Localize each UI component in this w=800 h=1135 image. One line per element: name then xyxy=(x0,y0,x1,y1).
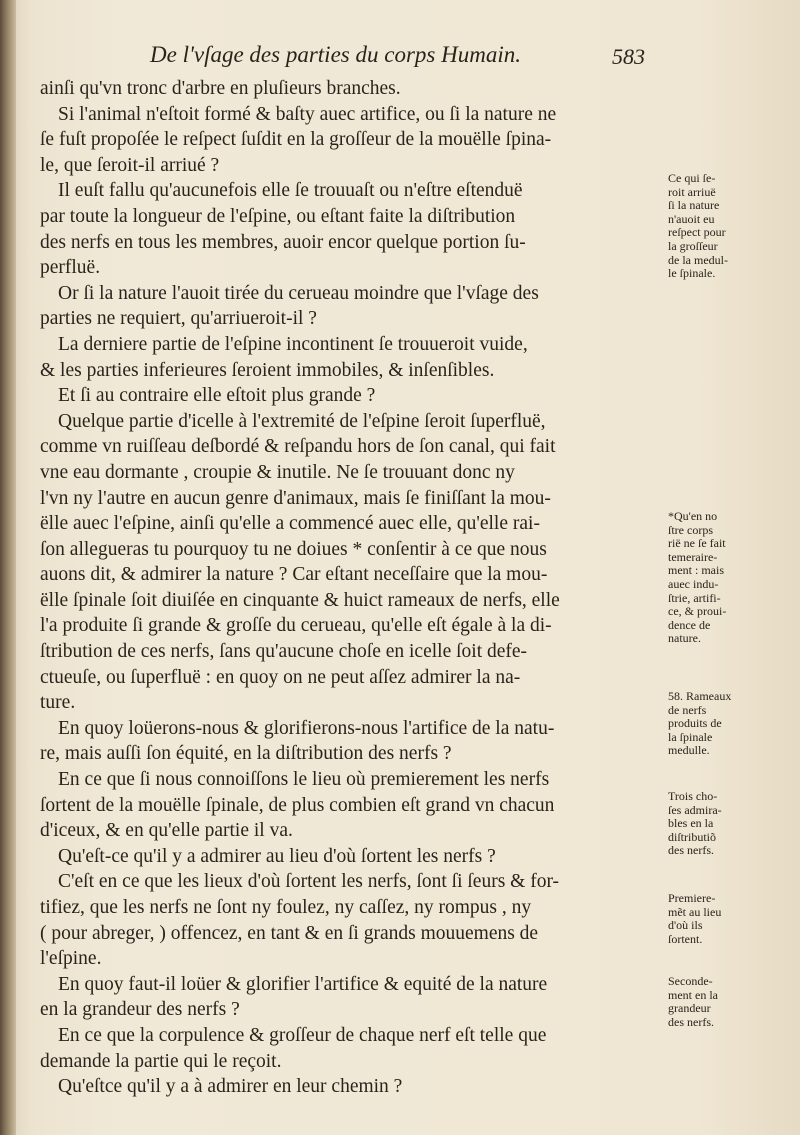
text-line: ëlle auec l'eſpine, ainſi qu'elle a commencé auec elle, qu'elle rai- xyxy=(40,513,540,535)
text-line: Or ſi la nature l'auoit tirée du cerueau moindre que l'vſage des xyxy=(58,282,539,304)
book-spine-shadow xyxy=(0,0,16,1135)
margin-note-line: 58. Rameaux xyxy=(668,689,732,703)
text-line: en la grandeur des nerfs ? xyxy=(40,999,240,1021)
margin-note-line: roit arriuë xyxy=(668,184,716,199)
text-line: comme vn ruiſſeau deſbordé & reſpandu hors de ſon canal, qui fait xyxy=(40,436,556,458)
margin-note-line: Ce qui ſe- xyxy=(668,171,716,185)
text-line: tifiez, que les nerfs ne ſont ny foulez, ny caſſez, ny rompus , ny xyxy=(40,897,532,918)
text-line: demande la partie qui le reçoit. xyxy=(40,1050,282,1072)
text-line: perfluë. xyxy=(40,257,101,279)
text-line: La derniere partie de l'eſpine incontinent ſe trouueroit vuide, xyxy=(58,333,528,355)
running-header: De l'vſage des parties du corps Humain. xyxy=(150,42,521,67)
text-line: En ce que ſi nous connoiſſons le lieu où premierement les nerfs xyxy=(58,769,550,791)
margin-note xyxy=(668,172,796,281)
margin-note xyxy=(668,975,796,1029)
text-line: ( pour abreger, ) offencez, en tant & en ſi grands mouuemens de xyxy=(40,922,539,944)
margin-note-line: de nerfs xyxy=(668,702,707,717)
margin-note-line: le ſpinale. xyxy=(668,266,716,281)
text-line: Quelque partie d'icelle à l'extremité de l'eſpine ſeroit ſuperfluë, xyxy=(58,410,546,432)
margin-note-line: Seconde- xyxy=(668,974,713,988)
margin-note-line: ſortent. xyxy=(668,931,703,946)
margin-note xyxy=(668,690,796,758)
text-line: l'eſpine. xyxy=(40,948,102,970)
text-line: vne eau dormante , croupie & inutile. Ne ſe trouuant donc ny xyxy=(40,461,515,483)
margin-note-line: ſtre corps xyxy=(668,522,713,537)
margin-note-line: de la medul- xyxy=(668,252,728,267)
text-line: ſtribution de ces nerfs, ſans qu'aucune choſe en icelle ſoit defe- xyxy=(40,641,528,663)
margin-note-line: ſes admira- xyxy=(668,802,722,817)
margin-note-line: ſi la nature xyxy=(668,198,720,213)
text-line: ainſi qu'vn tronc d'arbre en pluſieurs branches. xyxy=(40,78,401,99)
margin-note-line: temeraire- xyxy=(668,549,718,564)
margin-note xyxy=(668,892,796,946)
text-line: Qu'eſtce qu'il y a à admirer en leur chemin ? xyxy=(58,1076,403,1098)
text-line: En ce que la corpulence & groſſeur de chaque nerf eſt telle que xyxy=(58,1024,547,1046)
margin-note-line: d'où ils xyxy=(668,918,703,933)
page-number: 583 xyxy=(612,44,645,69)
text-line: auons dit, & admirer la nature ? Car eſtant neceſſaire que la mou- xyxy=(40,564,548,586)
text-line: ctueuſe, ou ſuperfluë : en quoy on ne peut aſſez admirer la na- xyxy=(40,666,521,688)
margin-note xyxy=(668,790,796,858)
text-line: ëlle ſpinale ſoit diuiſée en cinquante & huict rameaux de nerfs, elle xyxy=(40,589,560,611)
margin-note-line: bles en la xyxy=(668,816,714,831)
text-line: le, que ſeroit-il arriué ? xyxy=(40,154,220,176)
margin-note-line: Premiere- xyxy=(668,891,716,905)
margin-note-line: medulle. xyxy=(668,743,710,758)
margin-note-line: Trois cho- xyxy=(668,789,718,803)
margin-note-line: reſpect pour xyxy=(668,225,726,240)
text-line: d'iceux, & en qu'elle partie il va. xyxy=(40,820,293,842)
margin-note-line: grandeur xyxy=(668,1001,711,1016)
margin-note-line: ſtrie, artifi- xyxy=(668,590,721,605)
text-line: Si l'animal n'eſtoit formé & baſty auec artifice, ou ſi la nature ne xyxy=(58,103,557,125)
margin-note-line: des nerfs. xyxy=(668,1014,714,1029)
margin-note-line: rië ne ſe fait xyxy=(668,536,726,551)
text-line: Et ſi au contraire elle eſtoit plus grande ? xyxy=(58,385,376,407)
text-line: ſortent de la mouëlle ſpinale, de plus combien eſt grand vn chacun xyxy=(40,794,555,816)
margin-note-line: nature. xyxy=(668,631,701,646)
text-line: des nerfs en tous les membres, auoir encor quelque portion ſu- xyxy=(40,231,526,253)
text-line: par toute la longueur de l'eſpine, ou eſtant faite la diſtribution xyxy=(40,205,516,227)
margin-note-line: diſtributiõ xyxy=(668,829,716,844)
text-line: En quoy faut-il loüer & glorifier l'artifice & equité de la nature xyxy=(58,973,548,995)
margin-note-line: ment : mais xyxy=(668,563,724,578)
margin-note-line: produits de xyxy=(668,716,722,731)
text-line: Qu'eſt-ce qu'il y a admirer au lieu d'où ſortent les nerfs ? xyxy=(58,845,496,867)
margin-note-line: des nerfs. xyxy=(668,843,714,858)
margin-note-line: dence de xyxy=(668,617,711,632)
margin-note-line: la groſſeur xyxy=(668,238,718,253)
margin-note-line: ment en la xyxy=(668,987,718,1002)
text-line: re, mais auſſi ſon équité, en la diſtribution des nerfs ? xyxy=(40,743,452,765)
margin-note-line: mẽt au lieu xyxy=(668,904,722,919)
text-line: En quoy loüerons-nous & glorifierons-nous l'artifice de la natu- xyxy=(58,717,555,739)
margin-note-line: auec indu- xyxy=(668,576,719,591)
margin-note-line: la ſpinale xyxy=(668,729,713,744)
text-line: & les parties inferieures ſeroient immobiles, & inſenſibles. xyxy=(40,359,495,381)
margin-note-line: n'auoit eu xyxy=(668,211,715,226)
text-line: C'eſt en ce que les lieux d'où ſortent les nerfs, ſont ſi ſeurs & for- xyxy=(58,871,560,893)
text-line: parties ne requiert, qu'arriueroit-il ? xyxy=(40,308,317,330)
text-line: Il euſt fallu qu'aucunefois elle ſe trouuaſt ou n'eſtre eſtenduë xyxy=(58,180,523,202)
margin-note xyxy=(668,510,796,646)
text-line: l'a produite ſi grande & groſſe du cerueau, qu'elle eſt égale à la di- xyxy=(40,615,552,637)
main-text-column xyxy=(40,76,670,1100)
margin-note-line: ce, & proui- xyxy=(668,604,727,619)
text-line: ſon allegueras tu pourquoy tu ne doiues * conſentir à ce que nous xyxy=(40,538,547,560)
text-line: l'vn ny l'autre en aucun genre d'animaux, mais ſe finiſſant la mou- xyxy=(40,487,551,509)
margin-note-line: *Qu'en no xyxy=(668,509,718,523)
text-line: ture. xyxy=(40,692,76,714)
text-line: ſe fuſt propoſée le reſpect ſuſdit en la groſſeur de la mouëlle ſpina- xyxy=(40,129,552,151)
